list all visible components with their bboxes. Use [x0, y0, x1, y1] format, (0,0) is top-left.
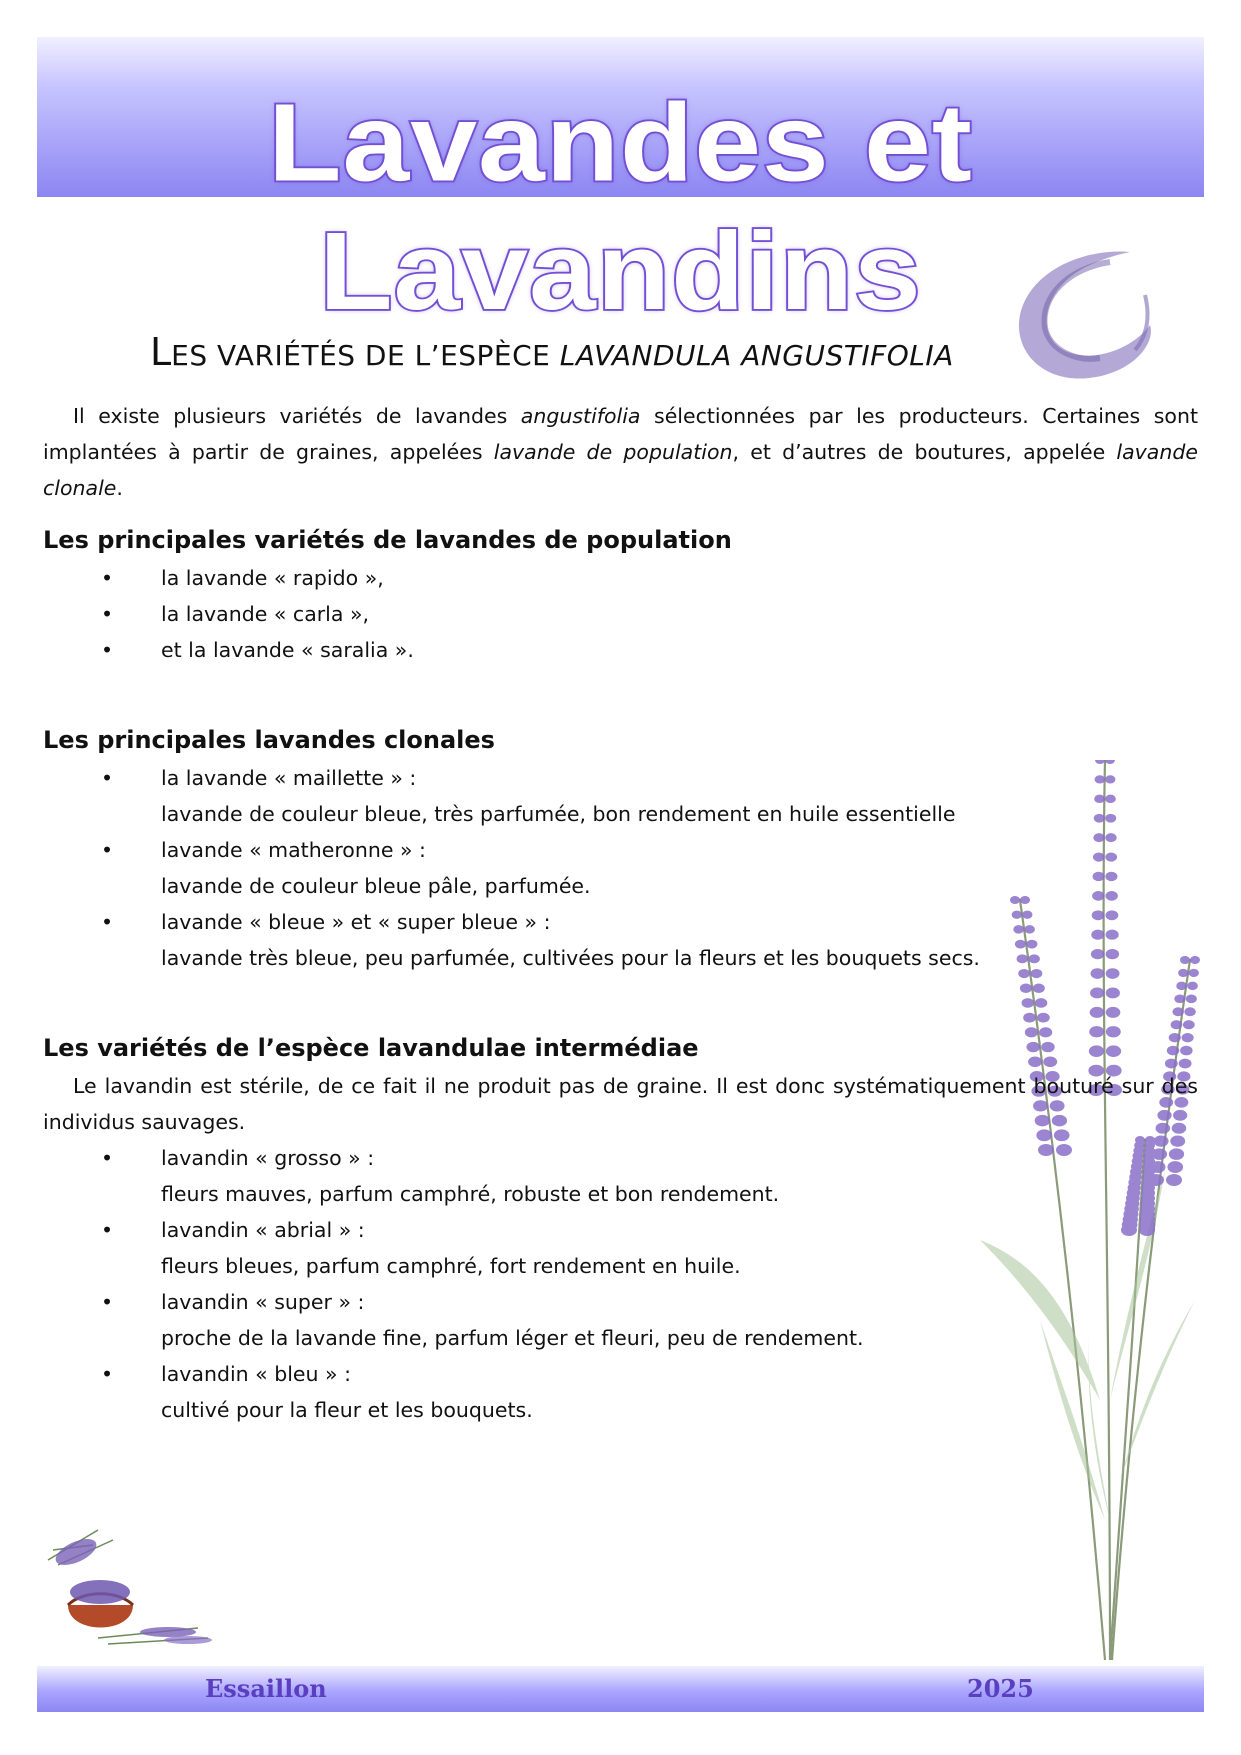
lavender-floret — [1013, 925, 1024, 933]
lavender-floret — [1182, 1033, 1194, 1042]
lavender-floret — [1178, 969, 1188, 977]
lavender-floret — [1169, 1148, 1184, 1160]
item-description: lavande très bleue, peu parfumée, cultivées pour la fleurs et les bouquets secs. — [161, 946, 980, 970]
lavender-floret — [1090, 988, 1104, 999]
lavender-floret — [1189, 969, 1199, 977]
bullet: • — [101, 838, 114, 862]
item-description: lavande de couleur bleue, très parfumée, bon rendement en huile essentielle — [161, 802, 956, 826]
lavender-basket-illustration — [38, 1520, 218, 1650]
lavender-floret — [1095, 760, 1105, 764]
list-item: • la lavande « carla », — [43, 596, 1198, 632]
lavender-floret — [1091, 949, 1105, 959]
list-item: • la lavande « maillette » : — [43, 760, 1198, 796]
lavender-floret — [1037, 1013, 1050, 1023]
list-item: • lavandin « bleu » : — [43, 1356, 1198, 1392]
lavender-floret — [1105, 775, 1115, 783]
bullet: • — [101, 638, 114, 662]
bullet: • — [101, 1218, 114, 1242]
lavender-floret — [1106, 930, 1119, 940]
lavender-floret — [1056, 1144, 1072, 1156]
lavender-floret — [1105, 852, 1117, 861]
lavender-floret — [1022, 911, 1032, 919]
population-list — [43, 560, 1198, 668]
list-item: • lavandin « abrial » : — [43, 1212, 1198, 1248]
lavender-floret — [1106, 988, 1120, 999]
header-banner — [37, 37, 1204, 334]
lavender-floret — [1105, 814, 1116, 823]
lavender-floret — [1092, 910, 1105, 920]
lavender-floret — [1165, 1059, 1178, 1069]
lavender-floret — [1028, 954, 1039, 963]
lavender-floret — [1169, 1033, 1181, 1042]
lavender-floret — [1106, 1045, 1121, 1057]
lavender-floret — [1095, 775, 1105, 783]
lavender-floret — [1180, 1046, 1192, 1056]
lavender-floret — [1090, 968, 1104, 979]
lavender-floret — [1105, 833, 1116, 842]
list-item: • la lavande « rapido », — [43, 560, 1198, 596]
lavender-floret — [1017, 954, 1028, 963]
bullet: • — [101, 566, 114, 590]
bullet: • — [101, 1362, 114, 1386]
list-item: • lavande « bleue » et « super bleue » : — [43, 904, 1198, 940]
lavender-floret — [1176, 982, 1187, 990]
lavender-floret — [1167, 1046, 1179, 1056]
lavender-floret — [1090, 1007, 1105, 1018]
lavender-floret — [1183, 1020, 1195, 1029]
heading-population: Les principales variétés de lavandes de population — [43, 526, 732, 554]
lavender-floret — [1106, 1026, 1121, 1037]
document-title: Lavandes et Lavandins — [268, 80, 973, 334]
lavender-floret — [1024, 925, 1035, 933]
lavender-floret — [1089, 1045, 1104, 1057]
lavender-floret — [1184, 1007, 1195, 1016]
lavender-floret — [1091, 930, 1104, 940]
lavender-floret — [1092, 891, 1104, 901]
lavender-floret — [1171, 1020, 1183, 1029]
lavender-floret — [1010, 896, 1020, 904]
lavender-floret — [1106, 968, 1120, 979]
lavender-floret — [1038, 1144, 1054, 1156]
bullet: • — [101, 1146, 114, 1170]
lavender-floret — [1139, 1224, 1155, 1236]
lavender-floret — [1106, 949, 1120, 959]
lavender-floret — [1031, 969, 1043, 978]
lavender-floret — [1167, 1161, 1183, 1173]
lavender-floret — [1018, 969, 1030, 978]
bullet: • — [101, 766, 114, 790]
lavender-floret — [1025, 1027, 1038, 1037]
lavender-sprig-illustration — [960, 760, 1210, 1660]
lavender-floret — [1015, 940, 1026, 949]
lavender-floret — [1089, 1026, 1104, 1037]
bullet: • — [101, 1290, 114, 1314]
list-item: • et la lavande « saralia ». — [43, 632, 1198, 668]
lavender-floret — [1166, 1174, 1182, 1186]
lavender-floret — [1121, 1224, 1137, 1236]
lavender-floret — [1026, 1042, 1040, 1052]
lavender-floret — [1093, 872, 1105, 881]
footer-banner — [37, 1666, 1204, 1712]
lavender-floret — [1105, 910, 1118, 920]
lavender-floret — [1023, 1013, 1036, 1023]
lavender-floret — [1180, 956, 1190, 964]
lavender-floret — [1033, 984, 1045, 993]
lavender-floret — [1105, 891, 1117, 901]
lavender-floret — [1041, 1042, 1055, 1052]
item-description: lavande de couleur bleue pâle, parfumée. — [161, 874, 591, 898]
lavender-floret — [1105, 795, 1116, 803]
lavender-floret — [1186, 994, 1197, 1003]
lavender-floret — [1172, 1007, 1183, 1016]
lavender-floret — [1026, 940, 1037, 949]
item-description: fleurs mauves, parfum camphré, robuste et bon rendement. — [161, 1182, 780, 1206]
lavender-floret — [1028, 1056, 1042, 1067]
lavender-floret — [1035, 998, 1047, 1008]
lavender-floret — [1039, 1027, 1052, 1037]
list-item: • lavande « matheronne » : — [43, 832, 1198, 868]
bullet: • — [101, 602, 114, 626]
lavender-floret — [1093, 833, 1104, 842]
lavender-floret — [1187, 982, 1198, 990]
item-description: fleurs bleues, parfum camphré, fort rendement en huile. — [161, 1254, 741, 1278]
lavender-floret — [1094, 795, 1105, 803]
footer-year: 2025 — [967, 1674, 1034, 1703]
lavender-floret — [1093, 852, 1105, 861]
lavender-floret — [1190, 956, 1200, 964]
lavender-floret — [1174, 994, 1185, 1003]
lavender-floret — [1094, 814, 1105, 823]
lavender-floret — [1043, 1056, 1057, 1067]
lavender-floret — [1106, 1007, 1121, 1018]
lavender-floret — [1020, 984, 1032, 993]
lavender-floret — [1105, 872, 1117, 881]
lavender-floret — [1012, 911, 1022, 919]
lavender-floret — [1105, 760, 1115, 764]
lavender-floret — [1179, 1059, 1192, 1069]
list-item: • lavandin « super » : — [43, 1284, 1198, 1320]
section-title: LES VARIÉTÉS DE L’ESPÈCE LAVANDULA ANGUSTIFOLIA — [150, 330, 954, 374]
heading-clonal: Les principales lavandes clonales — [43, 726, 495, 754]
lavender-floret — [1020, 896, 1030, 904]
item-description: proche de la lavande fine, parfum léger et fleuri, peu de rendement. — [161, 1326, 864, 1350]
bullet: • — [101, 910, 114, 934]
list-item: • lavandin « grosso » : — [43, 1140, 1198, 1176]
intro-paragraph: Il existe plusieurs variétés de lavandes angustifolia sélectionnées par les producteurs. Certaines sont implantées à partir de graines, appelées lavande de population, et d’autres de boutures, appelée lavande clonale. — [43, 404, 1198, 500]
lavender-floret — [1022, 998, 1034, 1008]
heading-intermedia: Les variétés de l’espèce lavandulae intermédiae — [43, 1034, 699, 1062]
item-description: cultivé pour la fleur et les bouquets. — [161, 1398, 533, 1422]
footer-author: Essaillon — [205, 1674, 327, 1703]
intermedia-paragraph: Le lavandin est stérile, de ce fait il ne produit pas de graine. Il est donc systématiquement bouturé sur des individus sauvages. — [43, 1074, 1198, 1134]
